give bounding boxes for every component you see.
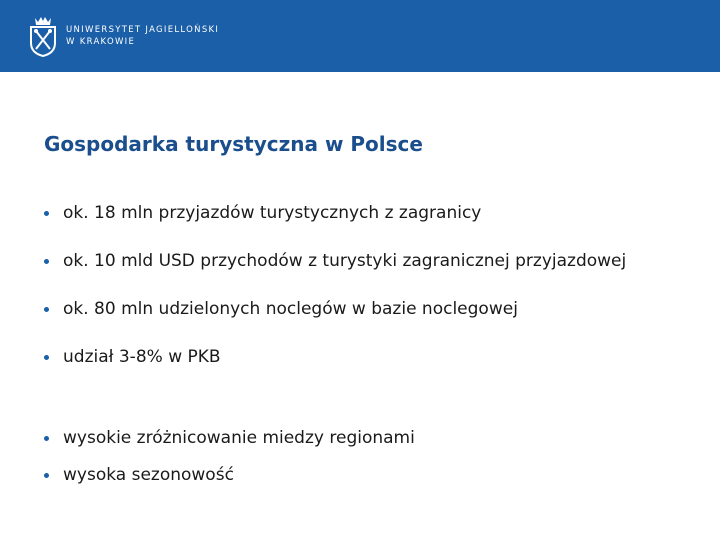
bullet-dot-icon — [44, 259, 49, 264]
bullet-dot-icon — [44, 307, 49, 312]
bullet-dot-icon — [44, 211, 49, 216]
bullet-item — [44, 428, 415, 448]
university-name — [66, 24, 219, 48]
bullet-text: wysokie zróżnicowanie miedzy regionami — [63, 428, 415, 448]
brand-line-2: W KRAKOWIE — [66, 37, 136, 47]
bullet-item — [44, 465, 234, 485]
slide-title: Gospodarka turystyczna w Polsce — [44, 132, 423, 156]
bullet-dot-icon — [44, 355, 49, 360]
bullet-item — [44, 347, 221, 367]
bullet-item — [44, 299, 518, 319]
bullet-dot-icon — [44, 436, 49, 441]
university-logo — [28, 14, 219, 58]
bullet-text: wysoka sezonowość — [63, 465, 234, 485]
bullet-text: udział 3-8% w PKB — [63, 347, 221, 367]
bullet-text: ok. 80 mln udzielonych noclegów w bazie noclegowej — [63, 299, 518, 319]
bullet-dot-icon — [44, 473, 49, 478]
bullet-item — [44, 251, 626, 271]
brand-line-1: UNIWERSYTET JAGIELLOŃSKI — [66, 25, 220, 35]
bullet-item — [44, 203, 481, 223]
bullet-text: ok. 10 mld USD przychodów z turystyki zagranicznej przyjazdowej — [63, 251, 627, 271]
bullet-text: ok. 18 mln przyjazdów turystycznych z zagranicy — [63, 203, 482, 223]
university-crest-icon — [28, 15, 58, 57]
header-bar — [0, 0, 720, 72]
